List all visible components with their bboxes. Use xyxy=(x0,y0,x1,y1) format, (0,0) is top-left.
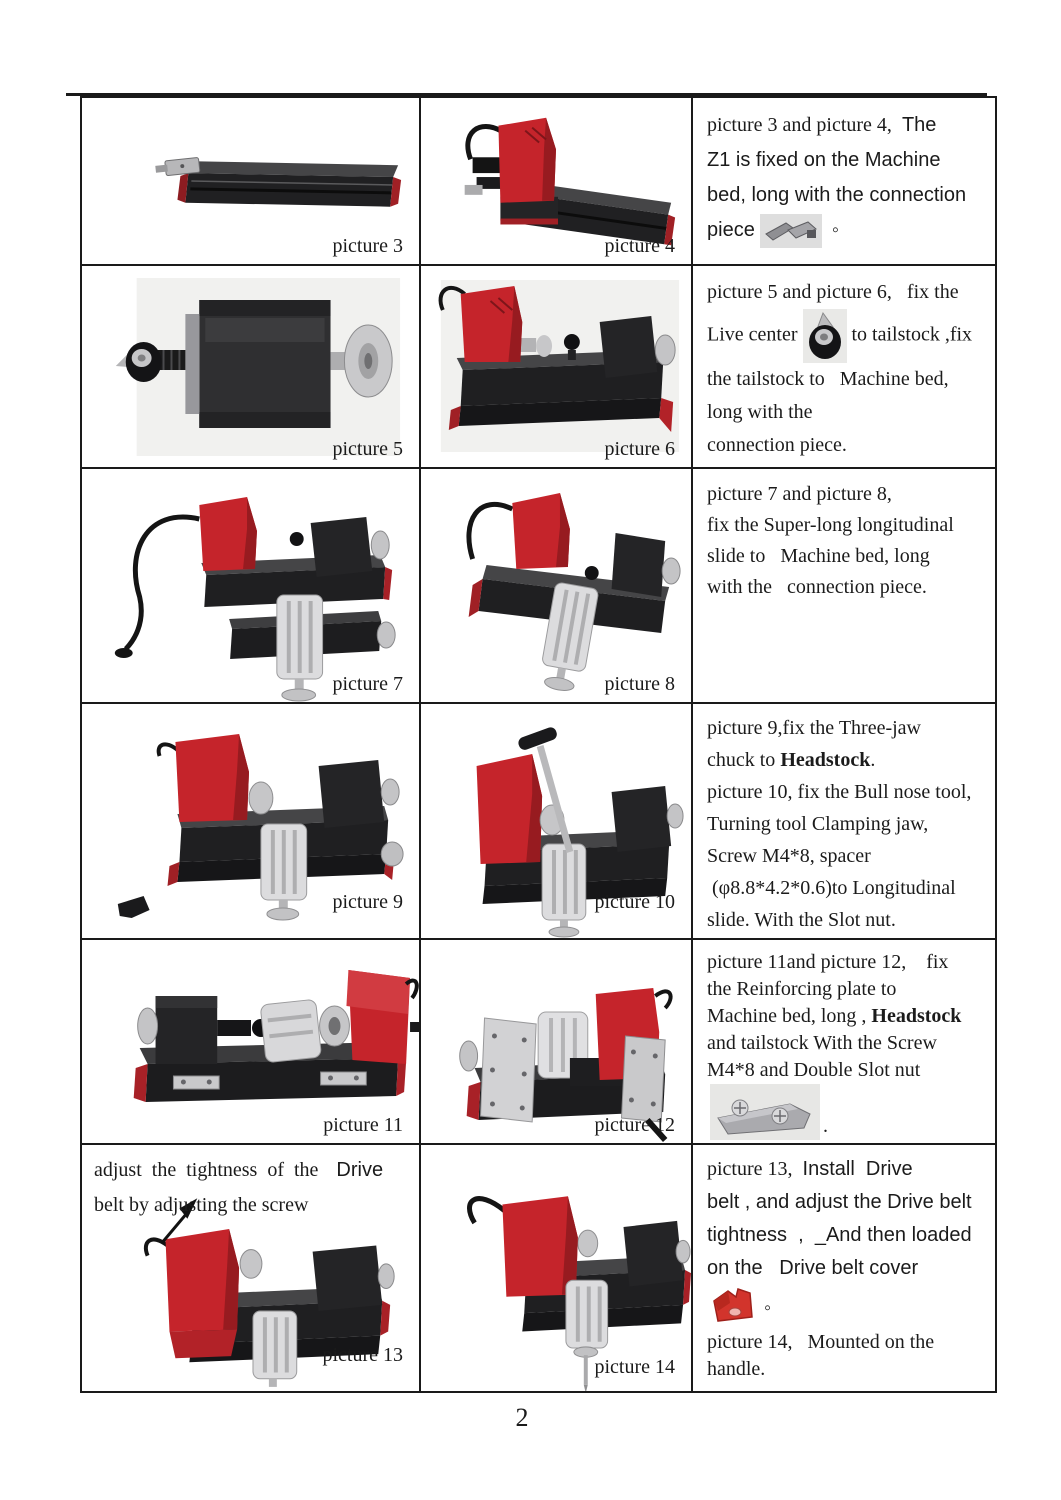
instruction-text: to tailstock ,fix xyxy=(851,323,973,346)
cell-picture-9 xyxy=(82,704,421,940)
instruction-text: chuck to xyxy=(707,749,781,771)
picture-7-photo xyxy=(82,469,419,702)
instruction-text: picture 14, Mounted on the xyxy=(707,1331,935,1353)
connection-piece-image xyxy=(760,214,822,248)
live-center-part xyxy=(116,342,162,382)
instruction-block xyxy=(707,1153,985,1325)
instruction-text: . xyxy=(823,1115,828,1137)
instruction-text: picture 10, fix the Bull nose tool, xyxy=(707,781,972,803)
cell-picture-14 xyxy=(421,1145,693,1391)
instruction-text: belt , and adjust the Drive belt xyxy=(707,1191,972,1213)
instruction-text: long with the xyxy=(707,401,813,423)
live-center-image xyxy=(803,309,847,363)
note-text: adjust the tightness of the xyxy=(94,1159,319,1181)
picture-12-caption: picture 12 xyxy=(594,1114,675,1136)
cell-picture-12 xyxy=(421,940,693,1145)
cell-picture-10 xyxy=(421,704,693,940)
instruction-text: Install Drive xyxy=(802,1158,913,1180)
picture-5-caption: picture 5 xyxy=(332,438,403,460)
instruction-text: picture 9,fix the Three-jaw xyxy=(707,717,921,739)
instruction-text: handle. xyxy=(707,1358,766,1380)
picture-11-photo xyxy=(82,940,419,1143)
instruction-text: Turning tool Clamping jaw, xyxy=(707,813,929,835)
cell-picture-3 xyxy=(82,98,421,266)
instruction-text: the Reinforcing plate to xyxy=(707,978,897,1000)
instruction-text: M4*8 and Double Slot nut xyxy=(707,1059,921,1081)
picture-14-photo xyxy=(421,1145,691,1391)
instruction-text: picture 13, xyxy=(707,1158,803,1180)
instruction-text: piece xyxy=(707,219,755,241)
instruction-text: . xyxy=(870,749,876,771)
instruction-text: picture 7 and picture 8, xyxy=(707,483,892,505)
instruction-text: ◦ xyxy=(826,219,839,241)
picture-7-caption: picture 7 xyxy=(332,673,403,695)
cell-picture-6 xyxy=(421,266,693,469)
instruction-text: connection piece. xyxy=(707,434,847,456)
instruction-text: Machine bed, long , xyxy=(707,1005,872,1027)
instruction-text: picture 5 and picture 6, fix the xyxy=(707,281,959,303)
picture-8-photo xyxy=(421,469,691,702)
instruction-text: bed, long with the connection xyxy=(707,184,967,206)
picture-6-caption: picture 6 xyxy=(604,438,675,460)
picture-14-caption: picture 14 xyxy=(594,1356,675,1378)
cell-picture-4 xyxy=(421,98,693,266)
picture-4-caption: picture 4 xyxy=(604,235,675,257)
instruction-text: the tailstock to Machine bed, xyxy=(707,368,949,390)
picture-11-caption: picture 11 xyxy=(323,1114,403,1136)
cell-picture-8 xyxy=(421,469,693,704)
instruction-text-bold: Headstock xyxy=(780,749,871,771)
cell-instructions-row-1 xyxy=(693,98,995,266)
instruction-text: Live center xyxy=(707,323,798,346)
clamp-part xyxy=(118,896,150,918)
picture-8-caption: picture 8 xyxy=(604,673,675,695)
note-text: belt by adjusting the screw xyxy=(94,1194,309,1216)
picture-5-photo xyxy=(82,266,419,467)
picture-13-caption: picture 13 xyxy=(322,1344,403,1366)
instruction-block xyxy=(707,1329,985,1383)
page-number: 2 xyxy=(515,1403,529,1432)
instruction-text: and tailstock With the Screw xyxy=(707,1032,937,1054)
cell-instructions-row-4 xyxy=(693,704,995,940)
instruction-text: ◦ xyxy=(759,1297,772,1319)
cell-instructions-row-3 xyxy=(693,469,995,704)
picture-3-caption: picture 3 xyxy=(332,235,403,257)
instruction-text: fix the Super-long longitudinal xyxy=(707,514,954,536)
cell-picture-11 xyxy=(82,940,421,1145)
instruction-text-bold: Headstock xyxy=(871,1005,962,1027)
drive-belt-cover-image xyxy=(710,1285,756,1325)
instruction-text: Screw M4*8, spacer xyxy=(707,845,871,867)
instruction-text: (φ8.8*4.2*0.6)to Longitudinal xyxy=(707,877,956,899)
cell-instructions-row-2 xyxy=(693,266,995,469)
cell-picture-13 xyxy=(82,1145,421,1391)
picture-10-caption: picture 10 xyxy=(594,891,675,913)
cell-picture-7 xyxy=(82,469,421,704)
note-text: Drive xyxy=(336,1159,384,1181)
cell-picture-5 xyxy=(82,266,421,469)
instruction-text: The xyxy=(901,114,937,136)
instruction-text: Z1 is fixed on the Machine xyxy=(707,149,941,171)
picture-6-photo xyxy=(421,266,691,467)
instruction-text: slide. With the Slot nut. xyxy=(707,909,896,931)
instruction-table xyxy=(80,96,997,1393)
cell-instructions-row-5 xyxy=(693,940,995,1145)
instruction-text: tightness , _And then loaded xyxy=(707,1224,972,1246)
instruction-text: picture 11and picture 12, fix xyxy=(707,951,949,973)
picture-9-caption: picture 9 xyxy=(332,891,403,913)
instruction-text: with the connection piece. xyxy=(707,576,927,598)
instruction-text: on the Drive belt cover xyxy=(707,1257,919,1279)
adjust-note xyxy=(82,1145,419,1223)
instruction-text: slide to Machine bed, long xyxy=(707,545,930,567)
instruction-text: picture 3 and picture 4, xyxy=(707,114,902,136)
cell-instructions-row-6 xyxy=(693,1145,995,1391)
picture-12-photo xyxy=(421,940,691,1143)
reinforcing-plate-image xyxy=(710,1084,820,1140)
